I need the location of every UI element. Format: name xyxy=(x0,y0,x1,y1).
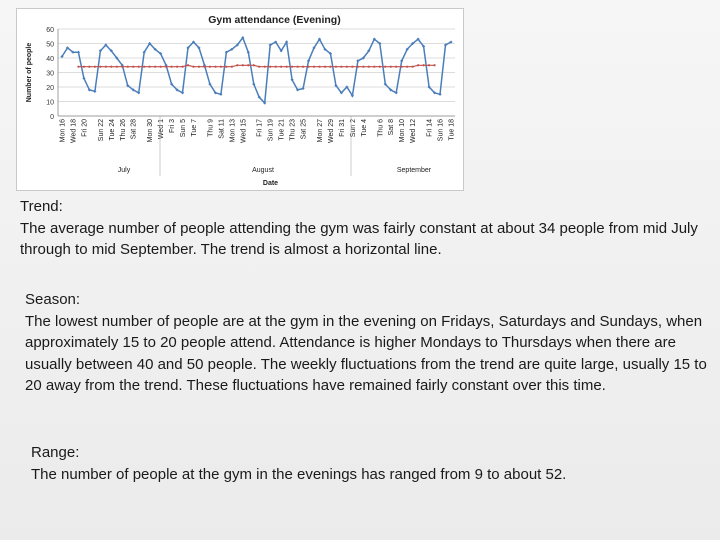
trend-point xyxy=(401,66,403,68)
x-tick-label: Sun 22 xyxy=(97,119,105,142)
x-tick-label: Mon 27 xyxy=(317,119,325,143)
trend-point xyxy=(340,66,342,68)
season-section xyxy=(25,289,715,397)
trend-point xyxy=(88,66,90,68)
trend-point xyxy=(170,66,172,68)
trend-point xyxy=(160,66,162,68)
trend-point xyxy=(258,66,260,68)
trend-text: The average number of people attending the gym was fairly constant at about 34 people from mid July through to mid September. The trend is almost a horizontal line. xyxy=(20,219,698,258)
x-tick-label: Wed 18 xyxy=(70,119,78,143)
month-label: July xyxy=(117,167,131,174)
trend-point xyxy=(149,66,151,68)
trend-point xyxy=(280,66,282,68)
trend-point xyxy=(77,66,79,68)
x-tick-label: Sun 16 xyxy=(437,119,445,142)
trend-point xyxy=(116,66,118,68)
chart-container xyxy=(16,8,464,191)
range-text: The number of people at the gym in the evenings has ranged from 9 to about 52. xyxy=(31,465,567,483)
x-tick-label: Thu 9 xyxy=(207,119,215,137)
trend-point xyxy=(187,64,189,66)
x-tick-label: Sun 2 xyxy=(349,119,357,138)
trend-point xyxy=(307,66,309,68)
trend-point xyxy=(143,66,145,68)
trend-point xyxy=(176,66,178,68)
x-tick-label: Fri 17 xyxy=(256,119,264,137)
trend-point xyxy=(220,66,222,68)
chart-title: Gym attendance (Evening) xyxy=(208,14,341,26)
trend-line xyxy=(78,65,434,66)
x-tick-label: Mon 16 xyxy=(59,119,67,143)
trend-point xyxy=(209,66,211,68)
line-chart xyxy=(17,9,463,190)
y-tick-label: 0 xyxy=(50,114,54,121)
trend-point xyxy=(138,66,140,68)
range-heading: Range: xyxy=(31,444,80,461)
trend-point xyxy=(313,66,315,68)
trend-point xyxy=(368,66,370,68)
x-tick-label: Thu 6 xyxy=(377,119,385,137)
x-tick-label: Wed 1 xyxy=(158,119,166,140)
attendance-point xyxy=(77,51,80,54)
trend-point xyxy=(362,66,364,68)
x-tick-label: Tue 18 xyxy=(448,119,456,141)
x-tick-label: Sat 25 xyxy=(300,119,308,140)
x-tick-label: Mon 30 xyxy=(147,119,155,143)
trend-point xyxy=(324,66,326,68)
trend-point xyxy=(412,66,414,68)
y-tick-label: 30 xyxy=(46,70,54,78)
trend-point xyxy=(214,66,216,68)
trend-point xyxy=(132,66,134,68)
x-tick-label: Fri 14 xyxy=(426,119,434,137)
trend-point xyxy=(433,64,435,66)
attendance-point xyxy=(219,93,222,96)
season-text: The lowest number of people are at the gym in the evening on Fridays, Saturdays and Sundays, when approximately 15 to 20 people attend. Attendance is higher Mondays to Thursdays when there are usually between 40 and 50 people. The weekly fluctuations from the trend are quite large, usually 15 to 20 away from the trend. These fluctuations have remained fairly constant over this time. xyxy=(25,312,707,394)
trend-point xyxy=(390,66,392,68)
x-tick-label: Thu 26 xyxy=(119,119,127,141)
y-tick-label: 20 xyxy=(46,85,54,92)
trend-point xyxy=(225,66,227,68)
trend-point xyxy=(192,66,194,68)
trend-point xyxy=(94,66,96,68)
trend-point xyxy=(264,66,266,68)
trend-point xyxy=(236,64,238,66)
trend-point xyxy=(379,66,381,68)
trend-point xyxy=(203,66,205,68)
trend-point xyxy=(395,66,397,68)
x-tick-label: Sat 11 xyxy=(218,119,226,139)
trend-point xyxy=(253,64,255,66)
x-tick-label: Thu 23 xyxy=(289,119,297,141)
x-tick-label: Tue 7 xyxy=(190,119,198,137)
y-tick-label: 60 xyxy=(46,27,54,34)
trend-point xyxy=(357,66,359,68)
trend-section xyxy=(20,196,710,261)
trend-point xyxy=(406,66,408,68)
trend-point xyxy=(242,64,244,66)
trend-point xyxy=(384,66,386,68)
x-tick-label: Tue 4 xyxy=(360,119,368,137)
trend-point xyxy=(417,64,419,66)
trend-point xyxy=(99,66,101,68)
month-label: August xyxy=(252,167,274,174)
trend-point xyxy=(423,64,425,66)
x-tick-label: Tue 24 xyxy=(108,119,116,141)
range-section xyxy=(31,442,711,485)
x-tick-label: Sun 19 xyxy=(267,119,275,142)
x-tick-label: Fri 20 xyxy=(81,119,89,137)
trend-point xyxy=(275,66,277,68)
trend-point xyxy=(286,66,288,68)
y-tick-label: 10 xyxy=(46,99,54,107)
trend-point xyxy=(329,66,331,68)
attendance-point xyxy=(438,93,441,96)
attendance-point xyxy=(93,90,96,93)
trend-point xyxy=(165,66,167,68)
trend-point xyxy=(302,66,304,68)
x-tick-label: Wed 29 xyxy=(327,119,335,143)
trend-point xyxy=(428,64,430,66)
month-label: September xyxy=(396,167,432,174)
x-tick-label: Tue 21 xyxy=(278,119,286,141)
y-tick-label: 50 xyxy=(46,41,54,49)
trend-point xyxy=(83,66,85,68)
trend-point xyxy=(154,66,156,68)
trend-point xyxy=(181,66,183,68)
x-tick-label: Fri 31 xyxy=(338,119,346,137)
trend-point xyxy=(198,66,200,68)
trend-point xyxy=(110,66,112,68)
season-heading: Season: xyxy=(25,291,81,308)
attendance-line xyxy=(62,38,451,103)
x-tick-label: Sun 5 xyxy=(180,119,188,138)
trend-point xyxy=(231,66,233,68)
x-tick-label: Mon 13 xyxy=(229,119,237,143)
trend-point xyxy=(373,66,375,68)
x-tick-label: Wed 12 xyxy=(410,119,418,143)
trend-point xyxy=(127,66,129,68)
trend-point xyxy=(346,66,348,68)
trend-point xyxy=(291,66,293,68)
trend-point xyxy=(247,64,249,66)
trend-point xyxy=(121,66,123,68)
x-tick-label: Sat 8 xyxy=(388,119,396,136)
trend-point xyxy=(296,66,298,68)
x-tick-label: Wed 15 xyxy=(240,119,248,143)
trend-point xyxy=(351,66,353,68)
x-tick-label: Mon 10 xyxy=(399,119,407,143)
trend-point xyxy=(105,66,107,68)
trend-heading: Trend: xyxy=(20,198,63,215)
x-axis-label: Date xyxy=(262,180,279,187)
trend-point xyxy=(318,66,320,68)
y-axis-label: Number of people xyxy=(26,42,33,103)
x-tick-label: Fri 3 xyxy=(169,119,177,133)
trend-point xyxy=(269,66,271,68)
trend-point xyxy=(335,66,337,68)
x-tick-label: Sat 28 xyxy=(130,119,138,140)
y-tick-label: 40 xyxy=(46,56,54,63)
